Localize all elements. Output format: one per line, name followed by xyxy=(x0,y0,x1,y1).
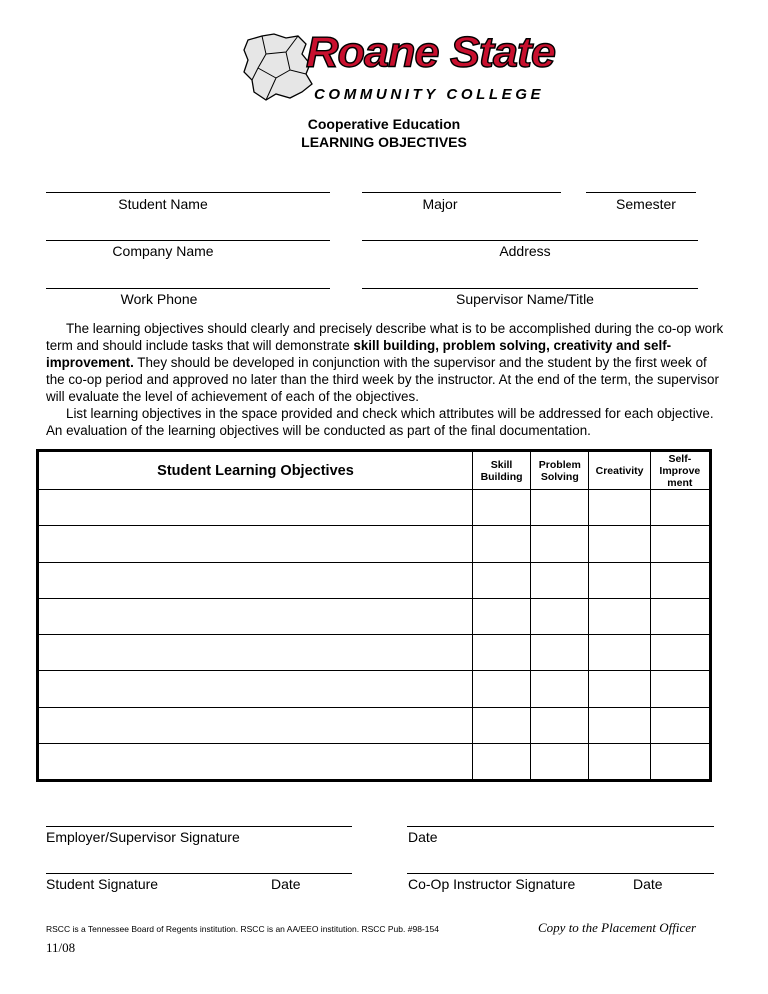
page-title: Cooperative Education xyxy=(307,116,461,132)
student-signature-field[interactable] xyxy=(46,873,352,874)
self-improvement-column-header: Self- Improve ment xyxy=(650,451,710,490)
objective-cell[interactable] xyxy=(38,707,473,743)
instructions-text: They should be developed in conjunction with the supervisor and the student by the first week of the co-op period and approved no later than the third week by the instructor. At the end of the term, the supervisor will evaluate the level of achievement of each of the objectives. xyxy=(46,355,719,404)
skill-building-checkbox-cell[interactable] xyxy=(472,671,530,707)
student-signature-label: Student Signature xyxy=(46,876,159,892)
employer-date-field[interactable] xyxy=(407,826,714,827)
skill-building-checkbox-cell[interactable] xyxy=(472,635,530,671)
objectives-table xyxy=(36,449,712,782)
instructions-text: The learning objectives should clearly and precisely describe what is to be accomplished during the co-op work term and should include tasks that will demonstrate xyxy=(46,321,724,353)
instructor-date-label: Date xyxy=(633,876,663,892)
problem-solving-checkbox-cell[interactable] xyxy=(531,562,589,598)
employer-signature-field[interactable] xyxy=(46,826,352,827)
skill-building-checkbox-cell[interactable] xyxy=(472,562,530,598)
creativity-checkbox-cell[interactable] xyxy=(589,490,650,526)
problem-solving-checkbox-cell[interactable] xyxy=(531,490,589,526)
table-row xyxy=(38,562,711,598)
work-phone-label: Work Phone xyxy=(120,291,198,307)
form-version: 11/08 xyxy=(46,940,76,955)
semester-field[interactable] xyxy=(586,192,696,193)
objectives-column-header: Student Learning Objectives xyxy=(38,451,473,490)
skill-building-checkbox-cell[interactable] xyxy=(472,707,530,743)
skill-building-column-header: Skill Building xyxy=(472,451,530,490)
instructor-signature-field[interactable] xyxy=(407,873,714,874)
employer-date-label: Date xyxy=(408,829,438,845)
objective-cell[interactable] xyxy=(38,635,473,671)
work-phone-field[interactable] xyxy=(46,288,330,289)
logo-subtitle: COMMUNITY COLLEGE xyxy=(314,86,545,103)
student-name-field[interactable] xyxy=(46,192,330,193)
problem-solving-checkbox-cell[interactable] xyxy=(531,635,589,671)
skill-building-checkbox-cell[interactable] xyxy=(472,490,530,526)
self-improvement-checkbox-cell[interactable] xyxy=(650,526,710,562)
major-label: Major xyxy=(422,196,458,212)
address-field[interactable] xyxy=(362,240,698,241)
instructions-emphasis: skill building, problem solving, creativity and self-improvement. xyxy=(46,338,672,370)
instructor-signature-label: Co-Op Instructor Signature xyxy=(408,876,576,892)
creativity-checkbox-cell[interactable] xyxy=(589,707,650,743)
instructions xyxy=(46,320,726,439)
self-improvement-checkbox-cell[interactable] xyxy=(650,671,710,707)
address-label: Address xyxy=(499,243,551,259)
objective-cell[interactable] xyxy=(38,671,473,707)
objective-cell[interactable] xyxy=(38,598,473,634)
student-name-label: Student Name xyxy=(118,196,208,212)
supervisor-field[interactable] xyxy=(362,288,698,289)
self-improvement-checkbox-cell[interactable] xyxy=(650,490,710,526)
supervisor-label: Supervisor Name/Title xyxy=(456,291,594,307)
table-row xyxy=(38,526,711,562)
objective-cell[interactable] xyxy=(38,744,473,781)
company-name-field[interactable] xyxy=(46,240,330,241)
instructions-paragraph-1 xyxy=(46,320,726,405)
creativity-checkbox-cell[interactable] xyxy=(589,744,650,781)
self-improvement-checkbox-cell[interactable] xyxy=(650,562,710,598)
semester-label: Semester xyxy=(616,196,676,212)
problem-solving-column-header: Problem Solving xyxy=(531,451,589,490)
footer-disclaimer: RSCC is a Tennessee Board of Regents institution. RSCC is an AA/EEO institution. RSCC Pub. #98-154 xyxy=(46,924,439,934)
self-improvement-checkbox-cell[interactable] xyxy=(650,635,710,671)
table-header-row xyxy=(38,451,711,490)
table-row xyxy=(38,635,711,671)
employer-signature-label: Employer/Supervisor Signature xyxy=(46,829,240,845)
creativity-checkbox-cell[interactable] xyxy=(589,562,650,598)
skill-building-checkbox-cell[interactable] xyxy=(472,744,530,781)
creativity-checkbox-cell[interactable] xyxy=(589,635,650,671)
logo-wordmark: Roane State xyxy=(306,27,556,76)
company-name-label: Company Name xyxy=(112,243,214,259)
table-row xyxy=(38,707,711,743)
major-field[interactable] xyxy=(362,192,561,193)
instructions-paragraph-2: List learning objectives in the space provided and check which attributes will be addressed for each objective. An evaluation of the learning objectives will be conducted as part of the final documentation. xyxy=(46,406,714,438)
self-improvement-checkbox-cell[interactable] xyxy=(650,707,710,743)
table-row xyxy=(38,598,711,634)
problem-solving-checkbox-cell[interactable] xyxy=(531,598,589,634)
page-subtitle: LEARNING OBJECTIVES xyxy=(301,134,467,150)
creativity-checkbox-cell[interactable] xyxy=(589,526,650,562)
copy-note: Copy to the Placement Officer xyxy=(538,920,697,935)
table-row xyxy=(38,490,711,526)
creativity-checkbox-cell[interactable] xyxy=(589,598,650,634)
problem-solving-checkbox-cell[interactable] xyxy=(531,671,589,707)
problem-solving-checkbox-cell[interactable] xyxy=(531,526,589,562)
problem-solving-checkbox-cell[interactable] xyxy=(531,707,589,743)
table-row xyxy=(38,671,711,707)
skill-building-checkbox-cell[interactable] xyxy=(472,526,530,562)
self-improvement-checkbox-cell[interactable] xyxy=(650,598,710,634)
objective-cell[interactable] xyxy=(38,490,473,526)
objective-cell[interactable] xyxy=(38,526,473,562)
table-row xyxy=(38,744,711,781)
self-improvement-checkbox-cell[interactable] xyxy=(650,744,710,781)
student-date-label: Date xyxy=(271,876,301,892)
objective-cell[interactable] xyxy=(38,562,473,598)
creativity-column-header: Creativity xyxy=(589,451,650,490)
creativity-checkbox-cell[interactable] xyxy=(589,671,650,707)
skill-building-checkbox-cell[interactable] xyxy=(472,598,530,634)
problem-solving-checkbox-cell[interactable] xyxy=(531,744,589,781)
